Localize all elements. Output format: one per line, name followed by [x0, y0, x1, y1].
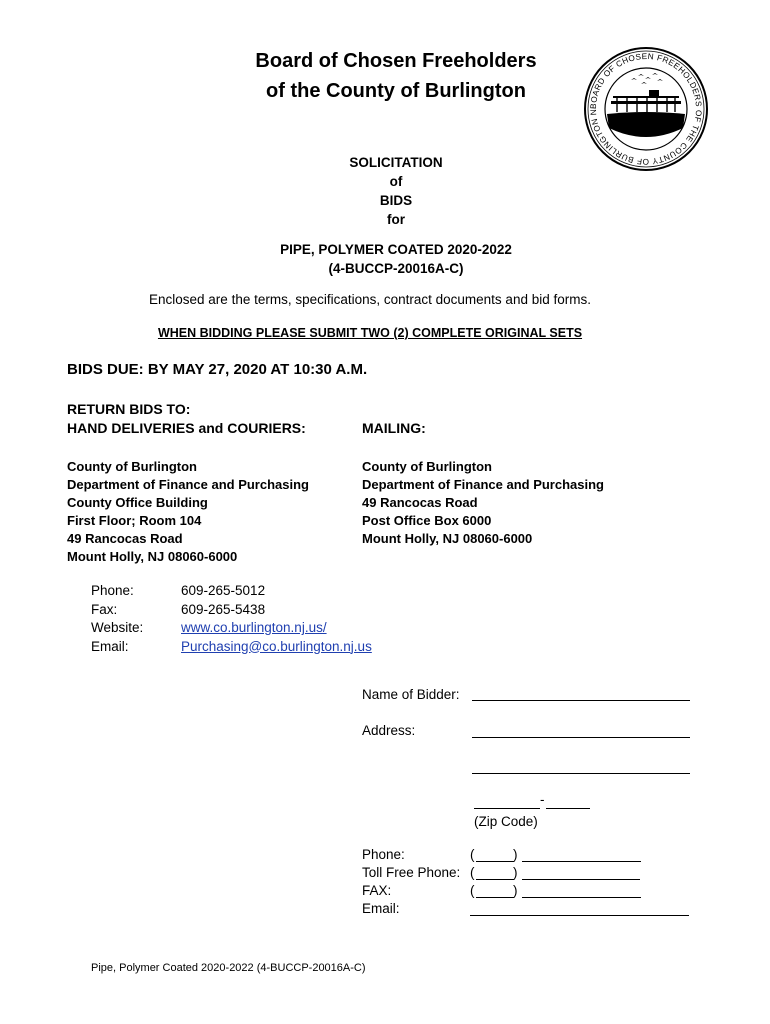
address-field-2[interactable] — [472, 773, 690, 774]
page-title-line2: of the County of Burlington — [266, 80, 526, 102]
page-footer: Pipe, Polymer Coated 2020-2022 (4-BUCCP-20016A-C) — [91, 962, 366, 974]
fax-area-open: ( — [470, 883, 475, 898]
address-field-1[interactable] — [472, 737, 690, 738]
seal-text: BOARD OF CHOSEN FREEHOLDERS OF THE COUNTY OF BURLINGTON N — [588, 51, 704, 167]
fax-number-field[interactable] — [522, 897, 641, 898]
zip-field-part1[interactable] — [474, 808, 540, 809]
solicitation-line2: of — [389, 174, 403, 189]
name-of-bidder-field[interactable] — [472, 700, 690, 701]
website-link[interactable]: www.co.burlington.nj.us/ — [181, 620, 327, 635]
bids-due: BIDS DUE: BY MAY 27, 2020 AT 10:30 A.M. — [67, 361, 368, 378]
address-label: Address: — [362, 723, 416, 738]
bidder-email-field[interactable] — [470, 915, 689, 916]
phone-area-close: ) — [513, 847, 518, 862]
phone-number-field[interactable] — [522, 861, 641, 862]
bidder-fax-label: FAX: — [362, 883, 392, 898]
zip-code-label: (Zip Code) — [474, 814, 538, 829]
bidder-toll-free-label: Toll Free Phone: — [362, 865, 461, 880]
mailing-address — [362, 458, 604, 548]
project-title: PIPE, POLYMER COATED 2020-2022 — [280, 242, 512, 257]
enclosed-statement: Enclosed are the terms, specifications, contract documents and bid forms. — [149, 292, 591, 307]
project-code: (4-BUCCP-20016A-C) — [328, 261, 464, 276]
phone-area-open: ( — [470, 847, 475, 862]
address-line: First Floor; Room 104 — [67, 513, 202, 528]
address-line: Department of Finance and Purchasing — [67, 477, 309, 492]
solicitation-line3: BIDS — [379, 193, 413, 208]
bidder-email-label: Email: — [362, 901, 400, 916]
submission-instruction: WHEN BIDDING PLEASE SUBMIT TWO (2) COMPLETE ORIGINAL SETS — [157, 326, 583, 340]
zip-dash: - — [540, 792, 545, 807]
address-line: Mount Holly, NJ 08060-6000 — [67, 549, 238, 564]
contact-labels — [91, 582, 143, 656]
fax-area-close: ) — [513, 883, 518, 898]
phone-area-field[interactable] — [476, 861, 514, 862]
name-of-bidder-label: Name of Bidder: — [362, 687, 460, 702]
hand-deliveries-label: HAND DELIVERIES and COURIERS: — [67, 420, 306, 436]
address-line: 49 Rancocas Road — [362, 495, 478, 510]
address-line: Department of Finance and Purchasing — [362, 477, 604, 492]
zip-field-part2[interactable] — [546, 808, 590, 809]
address-line: County of Burlington — [362, 459, 492, 474]
bidder-phone-labels — [362, 846, 460, 918]
fax-value: 609-265-5438 — [181, 601, 266, 617]
contact-values — [181, 582, 372, 656]
fax-label: Fax: — [91, 601, 118, 617]
toll-free-area-open: ( — [470, 865, 475, 880]
solicitation-line4: for — [387, 212, 405, 227]
website-label: Website: — [91, 620, 144, 635]
toll-free-area-field[interactable] — [476, 879, 514, 880]
return-bids-label: RETURN BIDS TO: — [67, 401, 191, 417]
solicitation-line1: SOLICITATION — [349, 155, 443, 170]
phone-label: Phone: — [91, 583, 134, 598]
address-line: Post Office Box 6000 — [362, 513, 492, 528]
email-link[interactable]: Purchasing@co.burlington.nj.us — [181, 638, 372, 654]
phone-value: 609-265-5012 — [181, 583, 266, 598]
toll-free-number-field[interactable] — [522, 879, 640, 880]
address-line: County Office Building — [67, 495, 208, 510]
bidder-phone-label: Phone: — [362, 847, 405, 862]
mailing-label: MAILING: — [362, 420, 426, 436]
email-label: Email: — [91, 638, 129, 654]
hand-delivery-address — [67, 458, 309, 566]
page-title-line1: Board of Chosen Freeholders — [255, 50, 537, 72]
toll-free-area-close: ) — [513, 865, 518, 880]
address-line: 49 Rancocas Road — [67, 531, 183, 546]
address-line: Mount Holly, NJ 08060-6000 — [362, 531, 533, 546]
svg-text:BOARD OF CHOSEN FREEHOLDERS OF — [583, 46, 703, 166]
address-line: County of Burlington — [67, 459, 197, 474]
fax-area-field[interactable] — [476, 897, 514, 898]
